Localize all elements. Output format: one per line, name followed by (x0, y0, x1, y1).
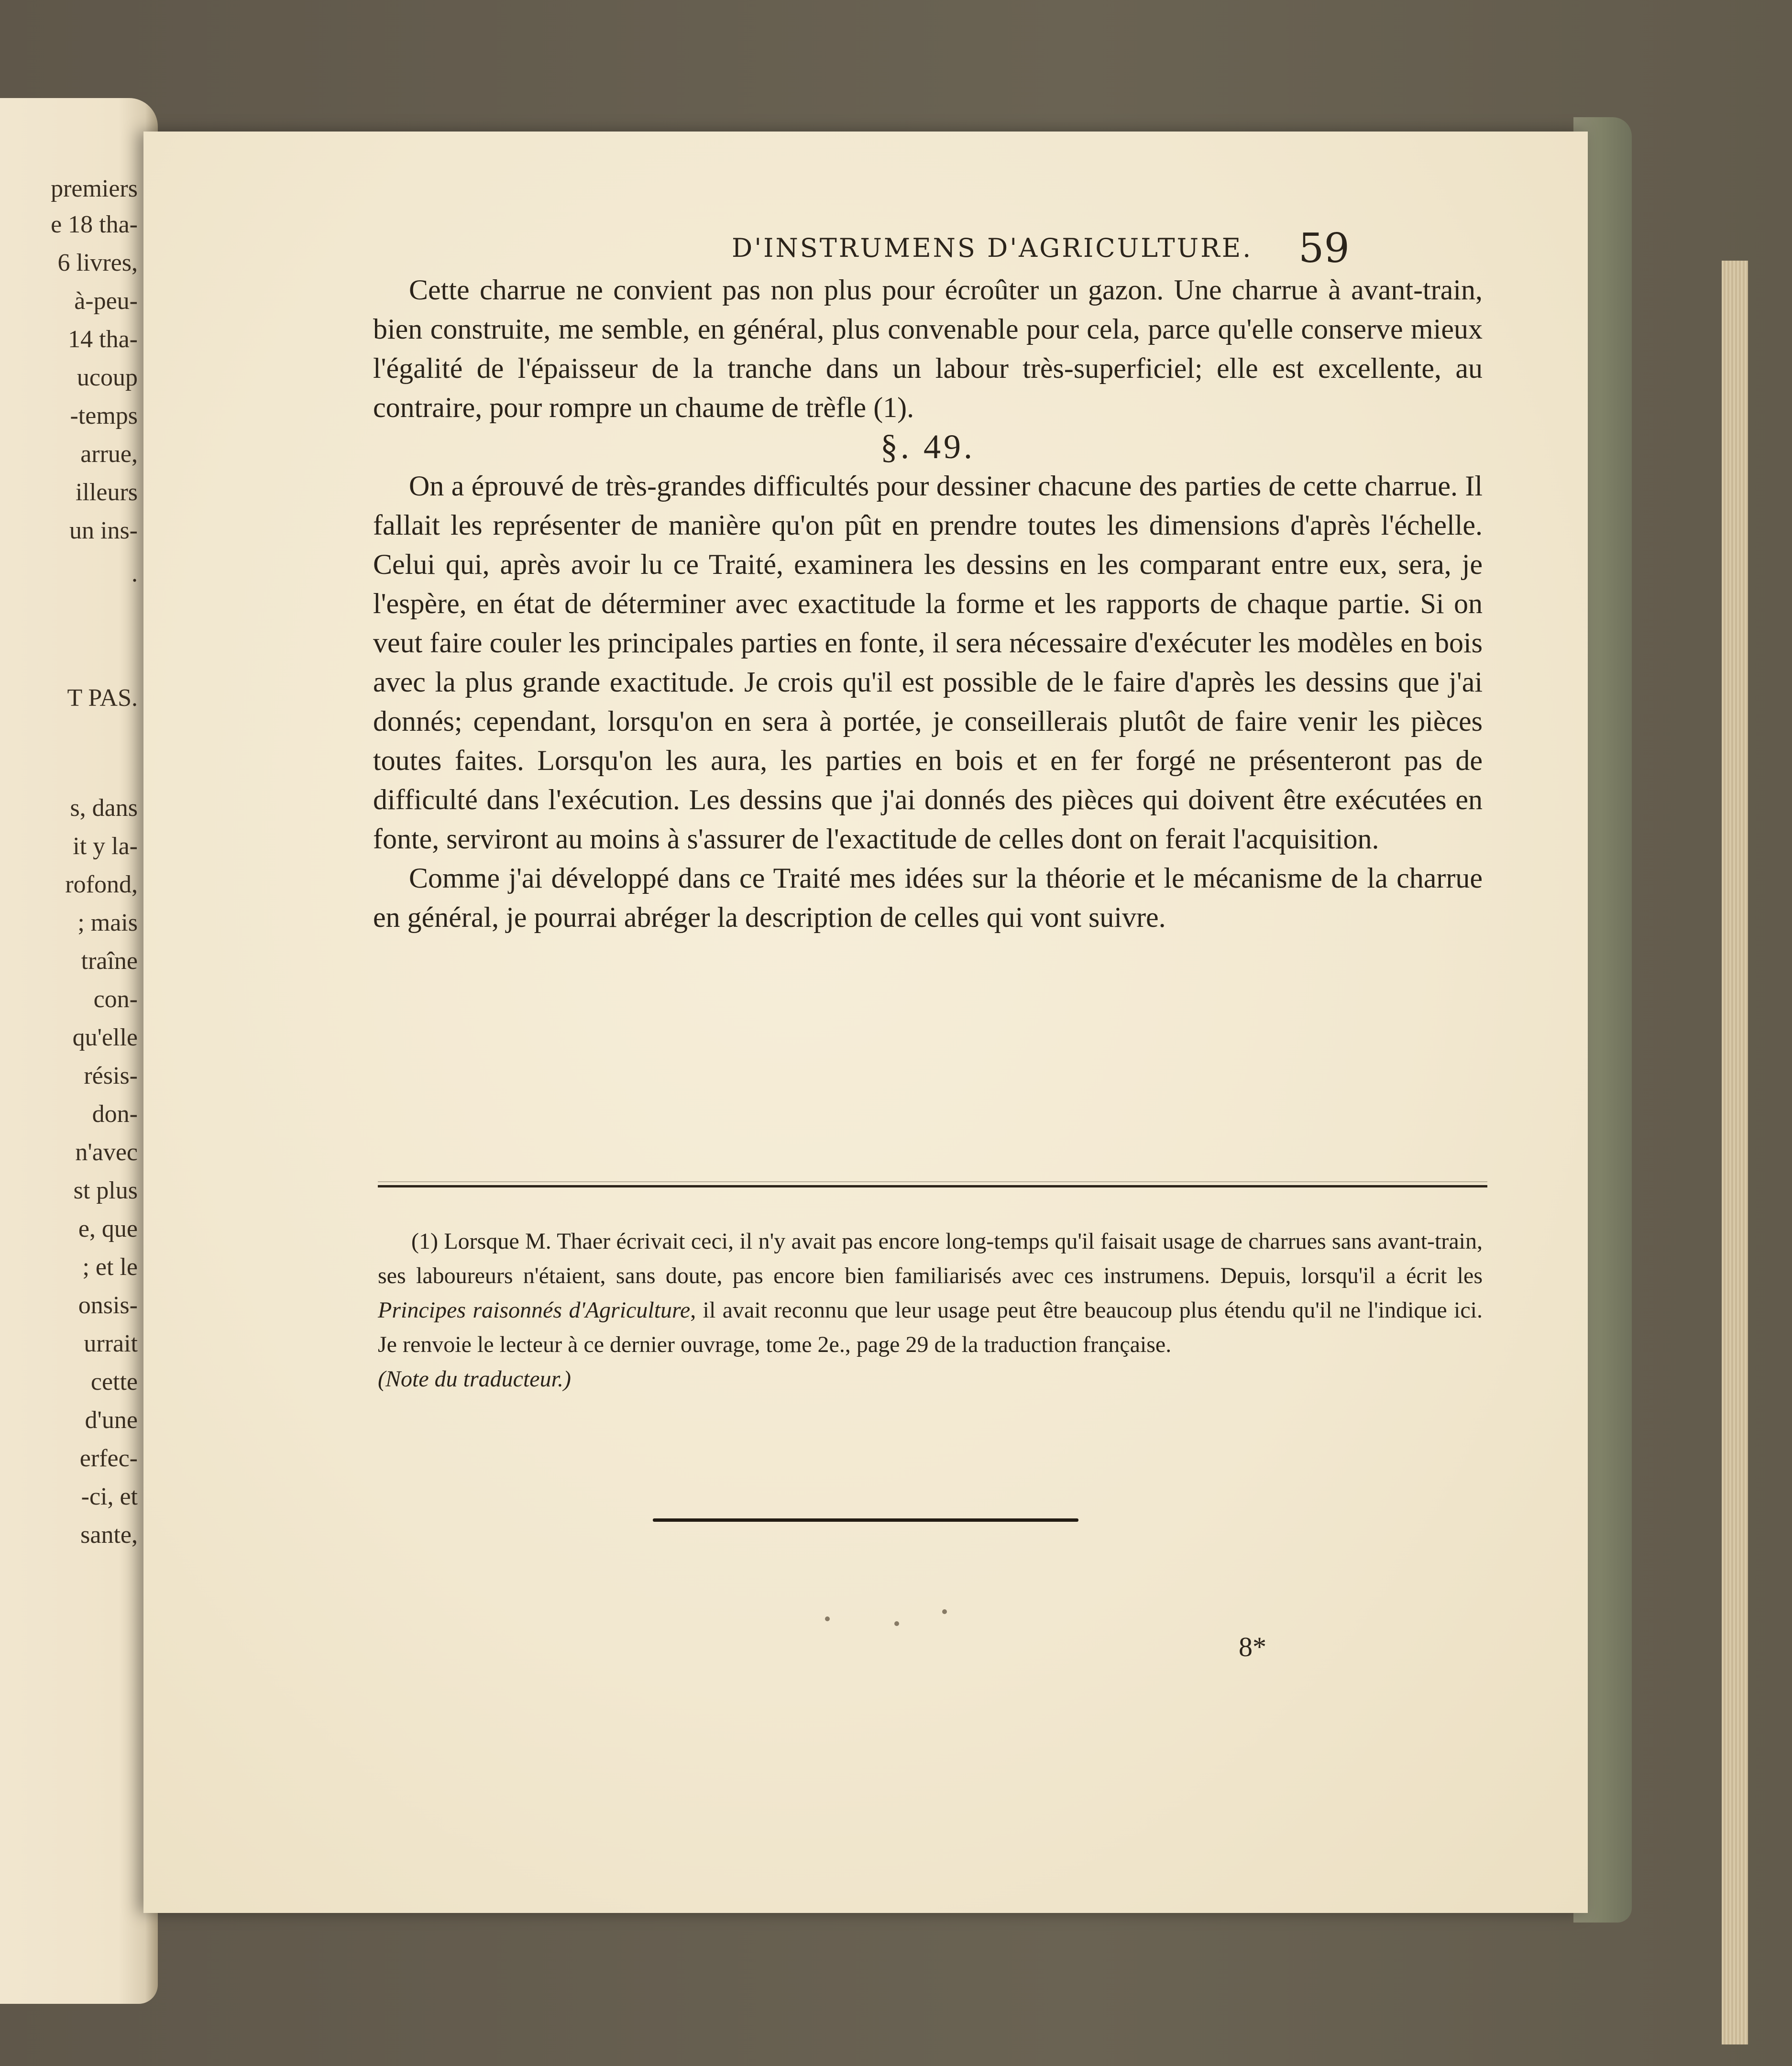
footnote-italic-title: Principes raisonnés d'Agriculture (378, 1297, 691, 1323)
page-number: 59 (1298, 225, 1350, 272)
footnote (378, 1224, 1483, 1396)
left-page-line-fragment: sante, (80, 1521, 138, 1549)
left-page-line-fragment: qu'elle (72, 1024, 138, 1051)
left-page-line-fragment: un ins- (69, 517, 138, 544)
paragraph-2: On a éprouvé de très-grandes difficultés pour dessiner chacune des parties de cette charrue. Il fallait les représenter de manière qu'on pût en prendre toutes les dimensions d'après l'échelle. Celui qui, après avoir lu ce Traité, examinera les dessins en les comparant entre eux, sera, je l'espère, en état de déterminer avec exactitude la forme et les rapports de chaque partie. Si on veut faire couler les principales parties en fonte, il sera nécessaire d'exécuter les modèles en bois avec la plus grande exactitude. Je crois qu'il est possible de le faire d'après les dessins que j'ai donnés; cependant, lorsqu'on en sera à portée, je conseillerais plutôt de faire venir les pièces toutes faites. Lorsqu'on les aura, les parties en bois et en fer forgé ne présenteront pas de difficulté dans l'exécution. Les dessins que j'ai donnés des pièces qui doivent être exécutées en fonte, serviront au moins à s'assurer de l'exactitude de celles dont on ferait l'acquisition. (373, 470, 1483, 855)
paragraph-3: Comme j'ai développé dans ce Traité mes idées sur la théorie et le mécanisme de la charrue en général, je pourrai abréger la description de celles qui vont suivre. (373, 862, 1483, 933)
left-page-line-fragment: erfec- (79, 1445, 138, 1472)
paper-speck (825, 1616, 830, 1621)
left-page-line-fragment: 14 tha- (68, 326, 138, 353)
left-page-line-fragment: d'une (85, 1407, 138, 1434)
left-page (0, 98, 158, 2004)
left-page-line-fragment: st plus (73, 1177, 138, 1204)
left-page-line-fragment: urrait (84, 1330, 138, 1357)
left-page-line-fragment: résis- (84, 1062, 138, 1089)
left-page-line-fragment: -ci, et (81, 1483, 138, 1510)
end-rule (653, 1518, 1078, 1522)
left-page-line-fragment: premiers (51, 175, 138, 202)
footnote-divider (378, 1185, 1487, 1187)
signature-mark: 8* (1239, 1631, 1266, 1662)
left-page-line-fragment: arrue, (80, 440, 138, 468)
paper-speck (894, 1621, 899, 1626)
left-page-line-fragment: onsis- (78, 1292, 138, 1319)
section-heading: §. 49. (880, 428, 975, 466)
page-edge (1722, 261, 1748, 2044)
left-page-line-fragment: s, dans (70, 794, 138, 822)
left-page-line-fragment: ucoup (77, 364, 138, 391)
left-page-line-fragment: -temps (70, 402, 138, 429)
paragraph-1: Cette charrue ne convient pas non plus pour écroûter un gazon. Une charrue à avant-train, bien construite, me semble, en général, plus convenable pour cela, parce qu'elle conserve mieux l'égalité de l'épaisseur de la tranche dans un labour très-superficiel; elle est excellente, au contraire, pour rompre un chaume de trèfle (1). (373, 274, 1483, 423)
running-head: D'INSTRUMENS D'AGRICULTURE. (732, 233, 1253, 263)
footnote-text: (1) Lorsque M. Thaer écrivait ceci, il n'y avait pas encore long-temps qu'il faisait usage de charrues sans avant-train, ses laboureurs n'étaient, sans doute, pas encore bien familiarisés avec ces instrumens. Depuis, lorsqu'il a écrit les (378, 1229, 1483, 1288)
footnote-text-continued: , il avait reconnu que leur usage peut être beaucoup plus étendu qu'il ne l'indique ici. Je renvoie le lecteur à ce dernier ouvrage, tome 2e., page 29 de la traduction française. (378, 1297, 1483, 1357)
left-page-line-fragment: . (132, 560, 138, 587)
translator-note: (Note du traducteur.) (378, 1366, 571, 1392)
left-page-line-fragment: 6 livres, (57, 249, 138, 276)
left-page-line-fragment: it y la- (73, 833, 138, 860)
left-page-line-fragment: con- (93, 986, 138, 1013)
left-page-line-fragment: e 18 tha- (51, 211, 138, 238)
left-page-line-fragment: don- (92, 1100, 138, 1128)
left-page-line-fragment: ; mais (77, 909, 138, 936)
left-page-line-fragment: traîne (81, 947, 138, 975)
paper-speck (942, 1609, 947, 1614)
right-page (143, 132, 1588, 1913)
left-page-line-fragment: cette (90, 1368, 138, 1396)
left-page-line-fragment: ; et le (82, 1253, 138, 1281)
left-page-line-fragment: n'avec (75, 1139, 138, 1166)
left-page-line-fragment: rofond, (65, 871, 138, 898)
left-page-line-fragment: illeurs (76, 479, 138, 506)
left-page-line-fragment: T PAS. (67, 684, 138, 712)
left-page-line-fragment: à-peu- (74, 287, 138, 315)
left-page-line-fragment: e, que (78, 1215, 138, 1242)
main-text (373, 270, 1483, 937)
